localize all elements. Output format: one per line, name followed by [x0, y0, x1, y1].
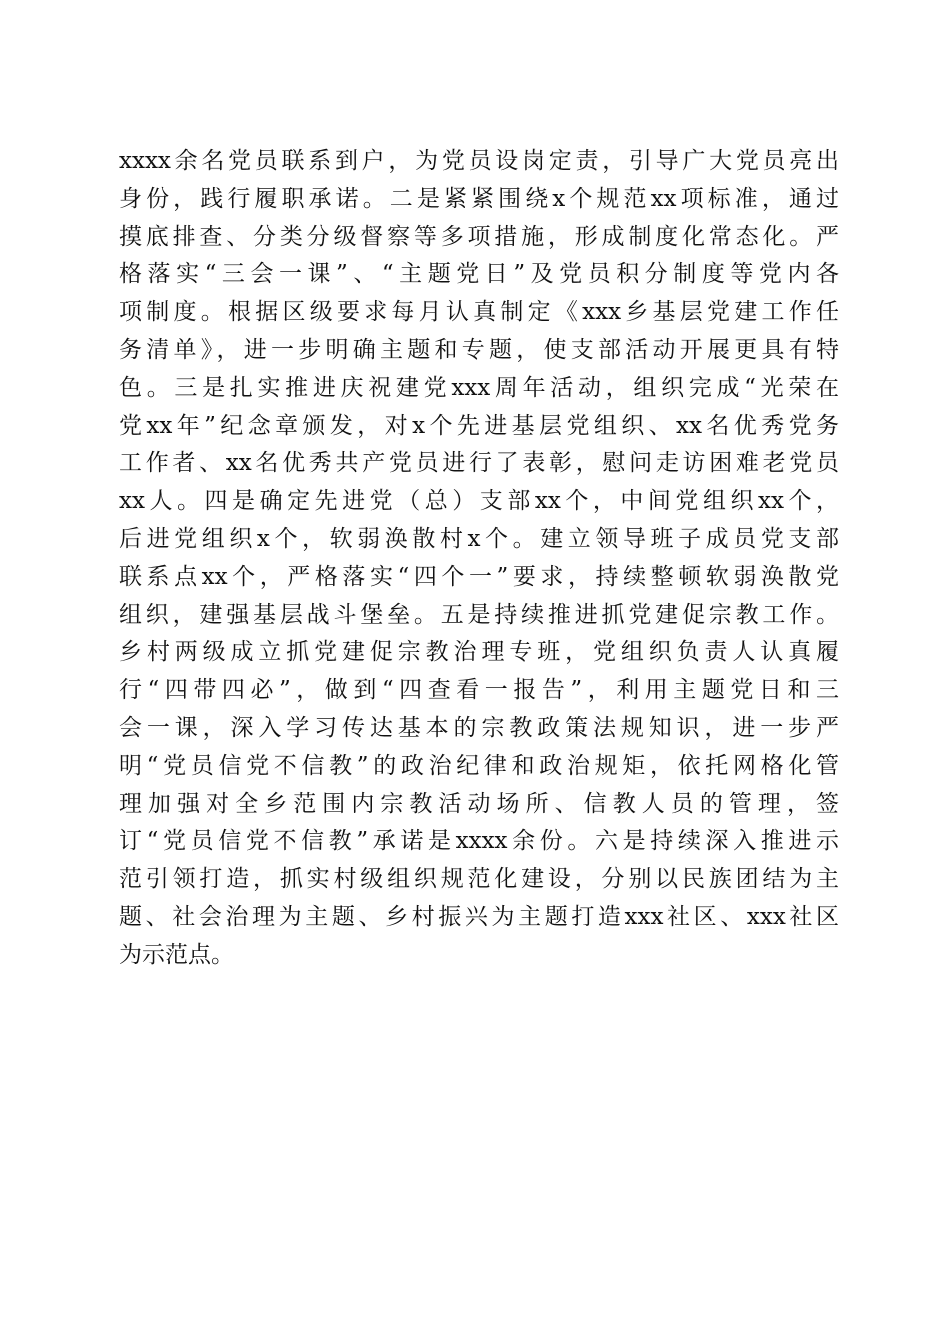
- text-line: 范引领打造，抓实村级组织规范化建设，分别以民族团结为主: [119, 866, 839, 893]
- text-line: 订“党员信党不信教”承诺是xxxx余份。六是持续深入推进示: [119, 828, 839, 855]
- text-line: 乡村两级成立抓党建促宗教治理专班，党组织负责人认真履: [119, 639, 839, 666]
- text-line: 摸底排查、分类分级督察等多项措施，形成制度化常态化。严: [119, 223, 839, 250]
- text-line: 组织，建强基层战斗堡垒。五是持续推进抓党建促宗教工作。: [119, 601, 839, 628]
- text-line: 理加强对全乡范围内宗教活动场所、信教人员的管理，签: [119, 790, 839, 817]
- text-line: 身份，践行履职承诺。二是紧紧围绕x个规范xx项标准，通过: [119, 185, 839, 212]
- text-line: 务清单》，进一步明确主题和专题，使支部活动开展更具有特: [119, 336, 839, 363]
- text-line: xxxx余名党员联系到户，为党员设岗定责，引导广大党员亮出: [119, 148, 839, 174]
- text-line: 项制度。根据区级要求每月认真制定《xxx乡基层党建工作任: [119, 299, 839, 326]
- text-line: 行“四带四必”，做到“四查看一报告”，利用主题党日和三: [119, 677, 839, 704]
- text-line: 明“党员信党不信教”的政治纪律和政治规矩，依托网格化管: [119, 752, 839, 779]
- text-line: 为示范点。: [119, 941, 234, 968]
- text-line: 会一课，深入学习传达基本的宗教政策法规知识，进一步严: [119, 714, 839, 741]
- text-line: 联系点xx个，严格落实“四个一”要求，持续整顿软弱涣散党: [119, 563, 839, 590]
- text-line: 后进党组织x个，软弱涣散村x个。建立领导班子成员党支部: [119, 525, 839, 552]
- text-line: 格落实“三会一课”、“主题党日”及党员积分制度等党内各: [119, 261, 839, 288]
- body-paragraph: [119, 143, 839, 975]
- text-line: 色。三是扎实推进庆祝建党xxx周年活动，组织完成“光荣在: [119, 374, 839, 401]
- text-line: 题、社会治理为主题、乡村振兴为主题打造xxx社区、xxx社区: [119, 903, 839, 930]
- text-line: 工作者、xx名优秀共产党员进行了表彰，慰问走访困难老党员: [119, 450, 839, 477]
- text-line: 党xx年”纪念章颁发，对x个先进基层党组织、xx名优秀党务: [119, 412, 839, 439]
- text-line: xx人。四是确定先进党（总）支部xx个，中间党组织xx个，: [119, 488, 839, 515]
